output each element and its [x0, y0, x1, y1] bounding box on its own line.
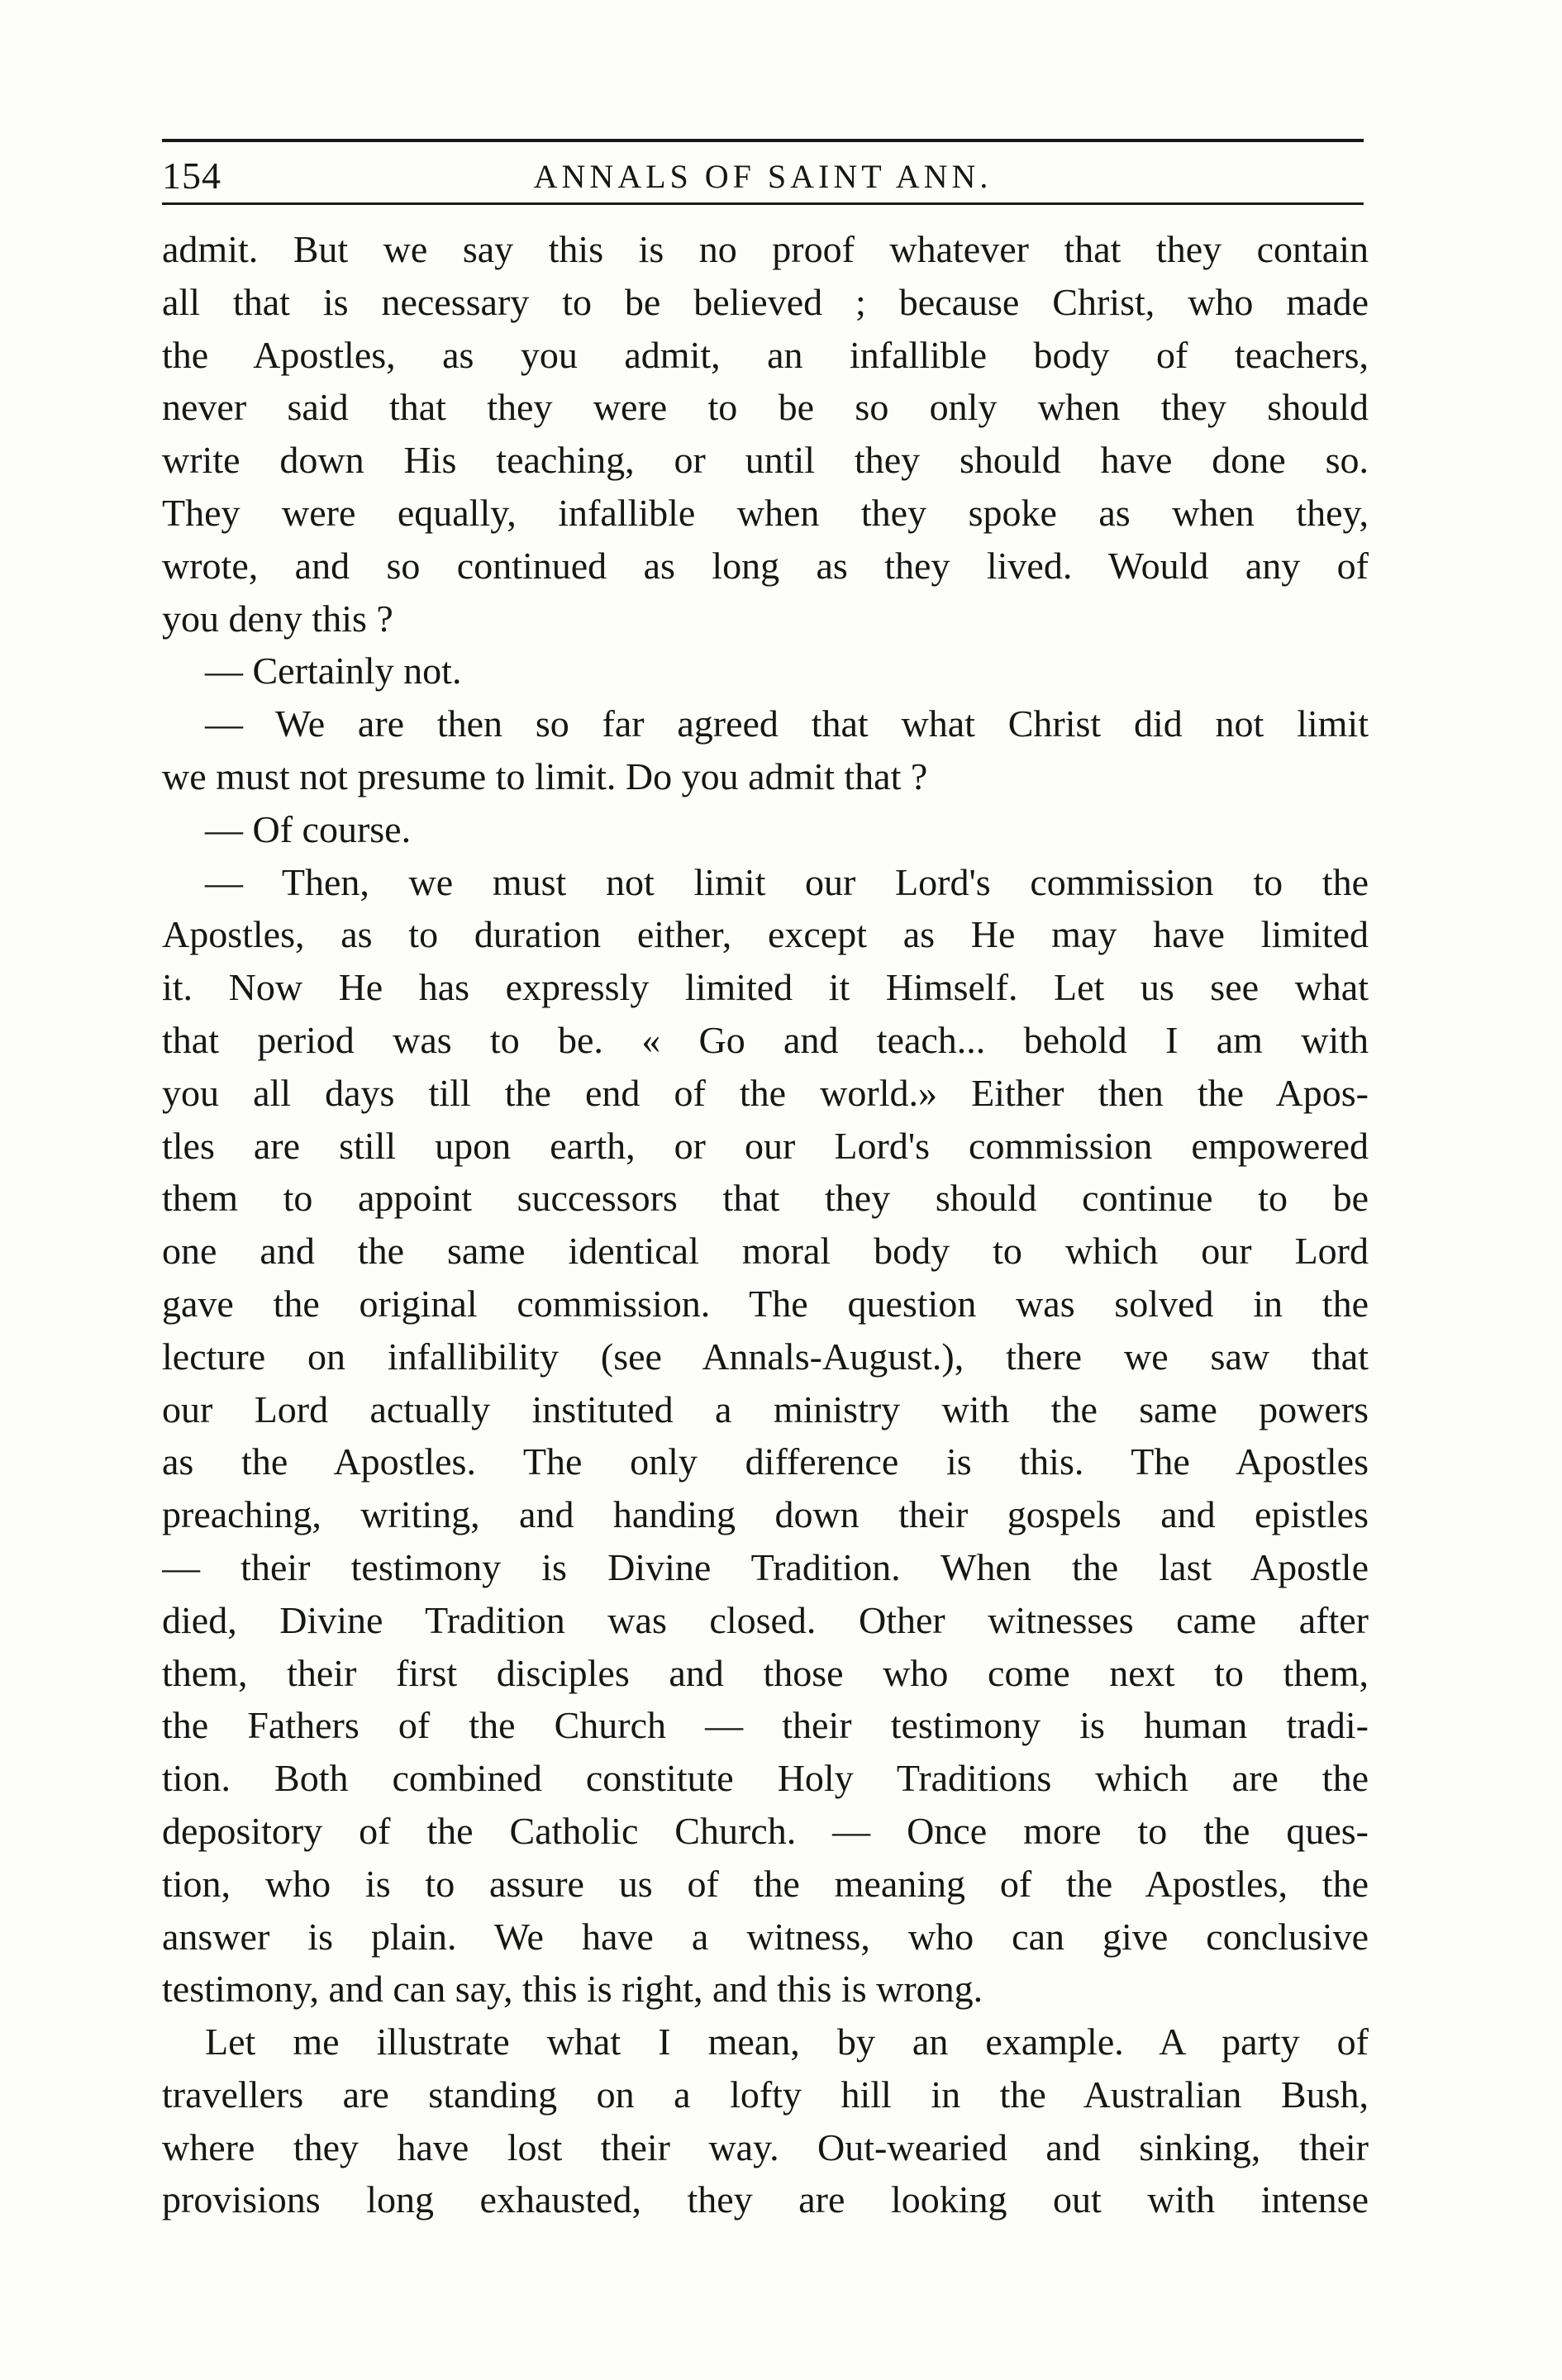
- page-number: 154: [162, 155, 221, 197]
- text-line: that period was to be. « Go and teach... behold I am with: [162, 1018, 1369, 1061]
- text-line: the Apostles, as you admit, an infallible body of teachers,: [162, 333, 1369, 376]
- text-line: died, Divine Tradition was closed. Other witnesses came after: [162, 1598, 1369, 1641]
- text-line: the Fathers of the Church — their testimony is human tradi-: [162, 1704, 1369, 1747]
- text-line: answer is plain. We have a witness, who can give conclusive: [162, 1915, 1369, 1958]
- text-line: tles are still upon earth, or our Lord's commission empowered: [162, 1124, 1369, 1167]
- text-line: depository of the Catholic Church. — Once more to the ques-: [162, 1809, 1369, 1852]
- text-line: tion. Both combined constitute Holy Traditions which are the: [162, 1757, 1369, 1800]
- text-line: as the Apostles. The only difference is this. The Apostles: [162, 1440, 1369, 1483]
- paragraph-first-line: Let me illustrate what I mean, by an example. A party of: [205, 2021, 1369, 2063]
- text-line: them, their first disciples and those who come next to them,: [162, 1651, 1369, 1694]
- text-line: our Lord actually instituted a ministry with the same powers: [162, 1388, 1369, 1430]
- text-line: all that is necessary to be believed ; because Christ, who made: [162, 280, 1369, 323]
- text-line: you all days till the end of the world.» Either then the Apos-: [162, 1071, 1369, 1114]
- text-line: tion, who is to assure us of the meaning of the Apostles, the: [162, 1862, 1369, 1905]
- dialogue-line: — Then, we must not limit our Lord's commission to the: [205, 860, 1369, 903]
- text-line: wrote, and so continued as long as they lived. Would any of: [162, 544, 1369, 587]
- text-line: you deny this ?: [162, 597, 393, 640]
- text-line: one and the same identical moral body to which our Lord: [162, 1230, 1369, 1273]
- page-header: [162, 139, 1364, 205]
- text-line: them to appoint successors that they should continue to be: [162, 1177, 1369, 1220]
- text-line: travellers are standing on a lofty hill in the Australian Bush,: [162, 2073, 1369, 2116]
- text-line: it. Now He has expressly limited it Himself. Let us see what: [162, 966, 1369, 1009]
- text-line: preaching, writing, and handing down their gospels and epistles: [162, 1493, 1369, 1536]
- text-line: gave the original commission. The question was solved in the: [162, 1282, 1369, 1325]
- text-line: provisions long exhausted, they are looking out with intense: [162, 2178, 1369, 2221]
- text-line: They were equally, infallible when they spoke as when they,: [162, 491, 1369, 534]
- text-line: — their testimony is Divine Tradition. When the last Apostle: [162, 1545, 1369, 1588]
- dialogue-line: — Certainly not.: [205, 650, 462, 693]
- text-line: admit. But we say this is no proof whatever that they contain: [162, 228, 1369, 270]
- text-line: Apostles, as to duration either, except as He may have limited: [162, 913, 1369, 956]
- text-line: lecture on infallibility (see Annals-August.), there we saw that: [162, 1335, 1369, 1378]
- dialogue-line: — Of course.: [205, 807, 412, 850]
- running-title: ANNALS OF SAINT ANN.: [533, 158, 993, 195]
- text-line: testimony, and can say, this is right, and this is wrong.: [162, 1968, 983, 2011]
- body-text: [162, 223, 1369, 2226]
- text-line: where they have lost their way. Out-wearied and sinking, their: [162, 2125, 1369, 2168]
- text-line: never said that they were to be so only when they should: [162, 386, 1369, 429]
- text-line: we must not presume to limit. Do you admit that ?: [162, 754, 928, 797]
- dialogue-line: — We are then so far agreed that what Christ did not limit: [205, 702, 1369, 745]
- text-line: write down His teaching, or until they should have done so.: [162, 439, 1369, 482]
